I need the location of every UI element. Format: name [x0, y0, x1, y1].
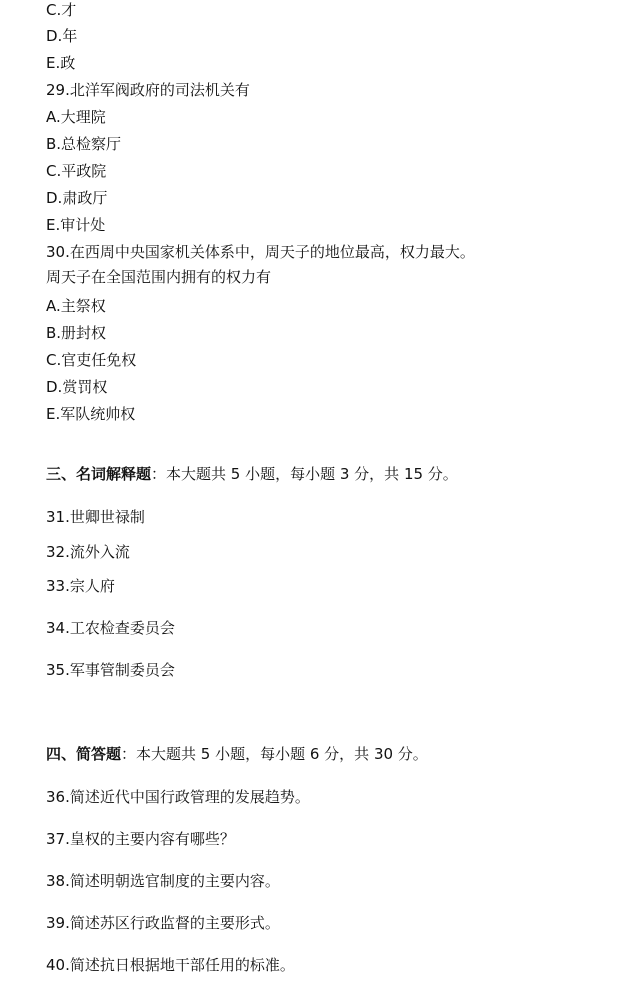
question-stem: 29.北洋军阀政府的司法机关有 — [46, 81, 250, 99]
option-c: C.官吏任免权 — [46, 351, 137, 369]
option-d: D.赏罚权 — [46, 378, 108, 396]
option-c: C.才 — [46, 1, 77, 19]
question-31: 31.世卿世禄制 — [46, 508, 145, 526]
question-36: 36.简述近代中国行政管理的发展趋势。 — [46, 788, 310, 806]
question-32: 32.流外入流 — [46, 543, 130, 561]
option-e: E.审计处 — [46, 216, 106, 234]
option-d: D.年 — [46, 27, 78, 45]
option-a: A.大理院 — [46, 108, 106, 126]
section-4-heading — [46, 744, 428, 764]
option-a: A.主祭权 — [46, 297, 106, 315]
question-stem-line-1: 30.在西周中央国家机关体系中，周天子的地位最高，权力最大。 — [46, 243, 475, 261]
section-description: ：本大题共 5 小题，每小题 6 分，共 30 分。 — [121, 745, 428, 763]
option-c: C.平政院 — [46, 162, 107, 180]
question-33: 33.宗人府 — [46, 577, 115, 595]
option-e: E.政 — [46, 54, 76, 72]
question-37: 37.皇权的主要内容有哪些？ — [46, 830, 235, 848]
section-title: 四、简答题 — [46, 745, 122, 763]
option-b: B.总检察厅 — [46, 135, 122, 153]
question-35: 35.军事管制委员会 — [46, 661, 175, 679]
question-40: 40.简述抗日根据地干部任用的标准。 — [46, 956, 295, 974]
question-39: 39.简述苏区行政监督的主要形式。 — [46, 914, 280, 932]
question-34: 34.工农检查委员会 — [46, 619, 175, 637]
question-38: 38.简述明朝选官制度的主要内容。 — [46, 872, 280, 890]
option-e: E.军队统帅权 — [46, 405, 136, 423]
section-description: ：本大题共 5 小题，每小题 3 分，共 15 分。 — [151, 465, 458, 483]
option-b: B.册封权 — [46, 324, 107, 342]
section-3-heading — [46, 464, 458, 484]
option-d: D.肃政厅 — [46, 189, 108, 207]
question-stem-line-2: 周天子在全国范围内拥有的权力有 — [46, 268, 272, 286]
section-title: 三、名词解释题 — [46, 465, 152, 483]
